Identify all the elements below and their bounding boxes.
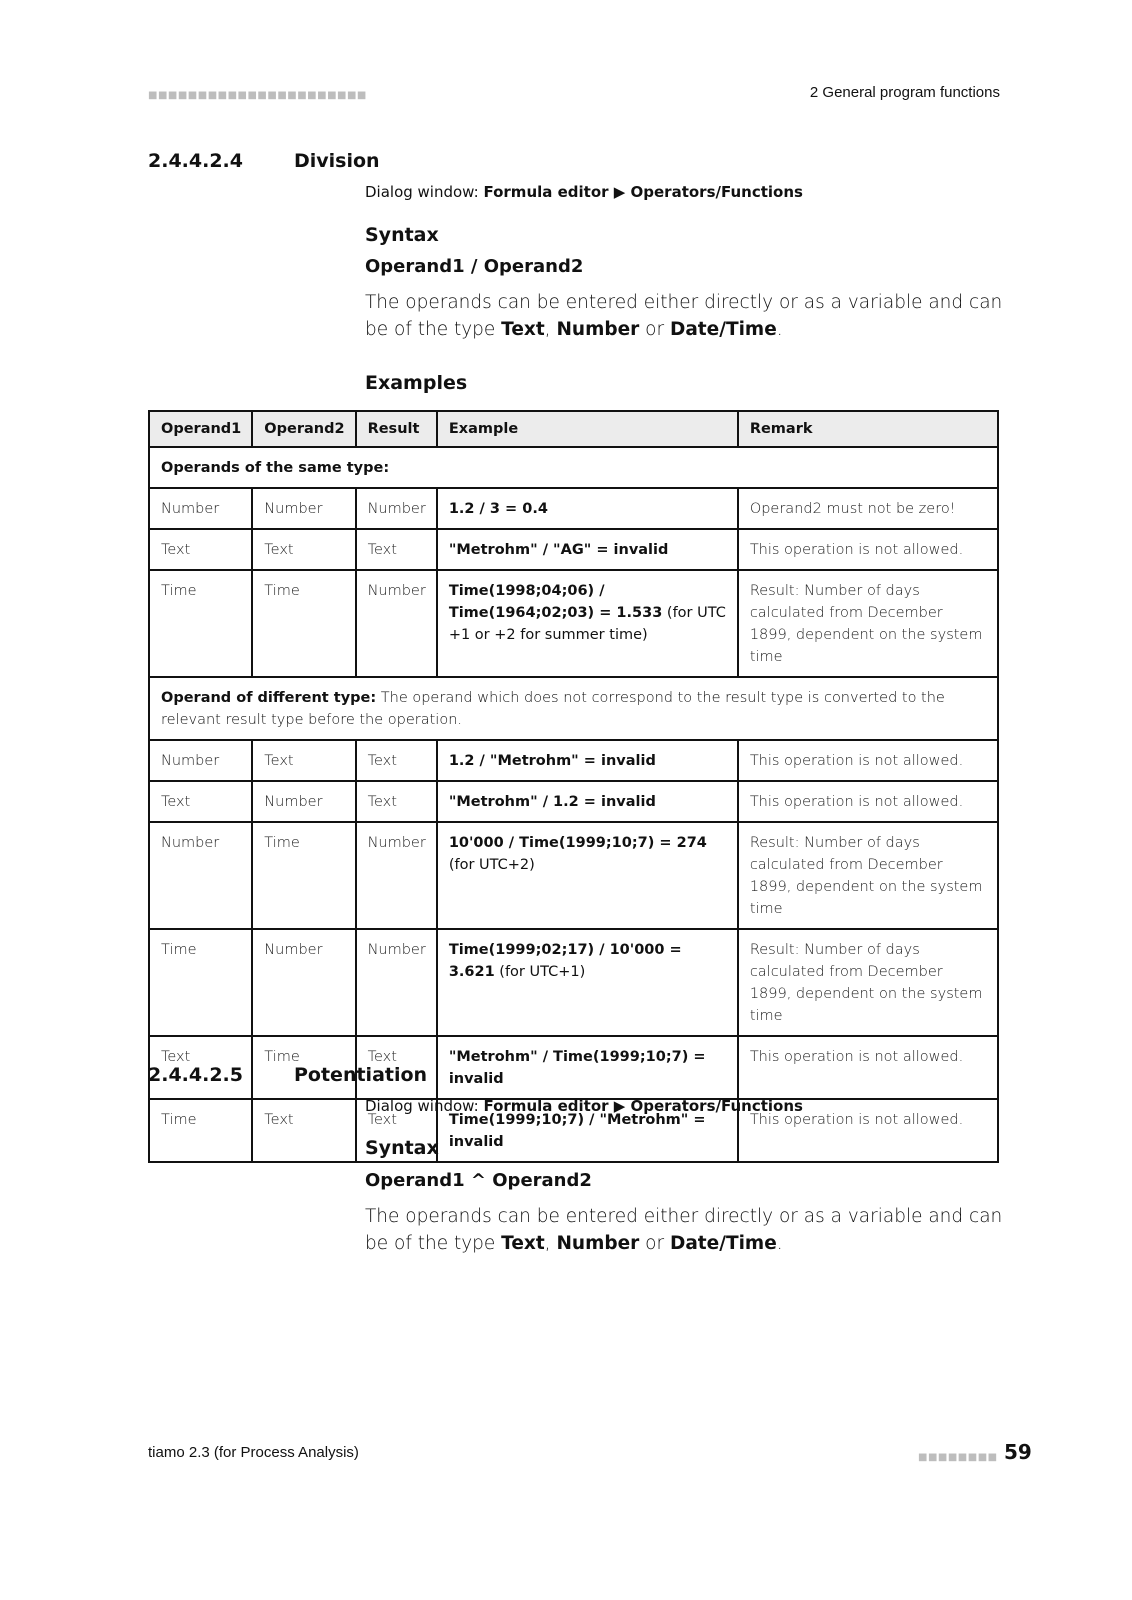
cell-operand2: Text	[252, 1099, 355, 1162]
table-row	[149, 740, 998, 781]
dialog-prefix: Dialog window:	[365, 1097, 484, 1115]
group-row-different-type	[149, 677, 998, 740]
section-number-division: 2.4.4.2.4	[148, 150, 243, 172]
cell-example	[437, 781, 738, 822]
column-header: Result	[356, 411, 437, 447]
column-header: Operand2	[252, 411, 355, 447]
cell-operand2: Time	[252, 822, 355, 929]
cell-result: Number	[356, 570, 437, 677]
type-datetime: Date/Time	[669, 319, 777, 340]
cell-remark: This operation is not allowed.	[738, 1036, 998, 1099]
cell-operand1: Time	[149, 929, 252, 1036]
para-sep: ,	[544, 319, 557, 340]
examples-table	[148, 410, 999, 1163]
cell-example	[437, 929, 738, 1036]
page-number: 59	[1004, 1440, 1032, 1464]
cell-operand2: Time	[252, 1036, 355, 1099]
cell-result: Number	[356, 822, 437, 929]
cell-remark: This operation is not allowed.	[738, 781, 998, 822]
example-note: (for UTC +1 or +2 for summer time)	[448, 605, 726, 643]
group-row-same-type	[149, 447, 998, 488]
cell-result: Text	[356, 1099, 437, 1162]
column-header: Example	[437, 411, 738, 447]
dialog-path: Formula editor ▶ Operators/Functions	[483, 183, 803, 201]
cell-example	[437, 822, 738, 929]
para-end: .	[776, 319, 783, 340]
cell-example	[437, 1036, 738, 1099]
example-bold: "Metrohm" / 1.2 = invalid	[448, 794, 656, 810]
para-sep: or	[639, 319, 670, 340]
cell-result: Text	[356, 781, 437, 822]
chapter-title: 2 General program functions	[809, 84, 1000, 101]
column-header: Operand1	[149, 411, 252, 447]
example-bold: Time(1999;02;17) / 10'000 = 3.621	[448, 942, 682, 980]
cell-result: Number	[356, 929, 437, 1036]
header-decoration: ■■■■■■■■■■■■■■■■■■■■■■	[148, 90, 367, 101]
cell-remark: This operation is not allowed.	[738, 740, 998, 781]
group-label	[149, 447, 998, 488]
cell-result: Number	[356, 488, 437, 529]
syntax-expression: Operand1 ^ Operand2	[365, 1170, 592, 1191]
example-bold: Time(1999;10;7) / "Metrohm" = invalid	[448, 1112, 706, 1150]
cell-operand1: Time	[149, 570, 252, 677]
table-header-row	[149, 411, 998, 447]
cell-example	[437, 529, 738, 570]
type-number: Number	[556, 1233, 640, 1254]
example-bold: 10'000 / Time(1999;10;7) = 274	[448, 835, 707, 851]
syntax-heading: Syntax	[365, 224, 439, 246]
examples-heading: Examples	[365, 372, 468, 394]
table-row	[149, 529, 998, 570]
cell-example	[437, 488, 738, 529]
cell-operand2: Text	[252, 740, 355, 781]
cell-operand2: Number	[252, 488, 355, 529]
table-row	[149, 570, 998, 677]
table-row	[149, 488, 998, 529]
para-text: The operands can be entered either directly or as a variable and can be of the type	[365, 292, 1003, 340]
cell-operand2: Time	[252, 570, 355, 677]
table-row	[149, 1036, 998, 1099]
cell-operand2: Number	[252, 929, 355, 1036]
cell-operand1: Number	[149, 488, 252, 529]
cell-operand1: Text	[149, 781, 252, 822]
group-label	[149, 677, 998, 740]
para-sep: ,	[544, 1233, 557, 1254]
cell-operand1: Text	[149, 1036, 252, 1099]
example-bold: 1.2 / "Metrohm" = invalid	[448, 753, 656, 769]
para-sep: or	[639, 1233, 670, 1254]
para-text: The operands can be entered either directly or as a variable and can be of the type	[365, 1206, 1003, 1254]
cell-operand1: Number	[149, 822, 252, 929]
para-end: .	[776, 1233, 783, 1254]
type-number: Number	[556, 319, 640, 340]
type-datetime: Date/Time	[669, 1233, 777, 1254]
example-bold: Time(1998;04;06) / Time(1964;02;03) = 1.533	[448, 583, 663, 621]
operands-paragraph	[365, 289, 1005, 343]
example-bold: "Metrohm" / "AG" = invalid	[448, 542, 669, 558]
table-row	[149, 781, 998, 822]
group-label-text: Operand of different type:	[161, 690, 377, 706]
cell-remark: This operation is not allowed.	[738, 1099, 998, 1162]
type-text: Text	[501, 1233, 545, 1254]
cell-example	[437, 740, 738, 781]
example-note: (for UTC+1)	[494, 964, 586, 980]
cell-remark: This operation is not allowed.	[738, 529, 998, 570]
cell-operand2: Text	[252, 529, 355, 570]
syntax-heading: Syntax	[365, 1137, 439, 1159]
footer-decoration: ■■■■■■■■	[918, 1452, 998, 1463]
type-text: Text	[501, 319, 545, 340]
cell-operand1: Number	[149, 740, 252, 781]
column-header: Remark	[738, 411, 998, 447]
syntax-expression: Operand1 / Operand2	[365, 256, 584, 277]
example-bold: 1.2 / 3 = 0.4	[448, 501, 548, 517]
cell-operand1: Text	[149, 529, 252, 570]
cell-remark: Result: Number of days calculated from December 1899, dependent on the system time	[738, 929, 998, 1036]
example-note: (for UTC+2)	[448, 857, 535, 873]
section-title-potentiation: Potentiation	[294, 1064, 428, 1086]
footer-product: tiamo 2.3 (for Process Analysis)	[148, 1444, 359, 1461]
section-number-potentiation: 2.4.4.2.5	[148, 1064, 243, 1086]
cell-remark: Operand2 must not be zero!	[738, 488, 998, 529]
dialog-prefix: Dialog window:	[365, 183, 484, 201]
cell-result: Text	[356, 1036, 437, 1099]
cell-remark: Result: Number of days calculated from December 1899, dependent on the system time	[738, 822, 998, 929]
example-bold: "Metrohm" / Time(1999;10;7) = invalid	[448, 1049, 706, 1087]
cell-operand2: Number	[252, 781, 355, 822]
group-description: The operand which does not correspond to the result type is converted to the relevant result type before the operation.	[161, 690, 945, 728]
table-row	[149, 822, 998, 929]
cell-example	[437, 570, 738, 677]
operands-paragraph	[365, 1203, 1005, 1257]
dialog-window-line	[365, 183, 803, 201]
dialog-window-line	[365, 1097, 803, 1115]
cell-remark: Result: Number of days calculated from December 1899, dependent on the system time	[738, 570, 998, 677]
section-title-division: Division	[294, 150, 380, 172]
cell-result: Text	[356, 740, 437, 781]
cell-result: Text	[356, 529, 437, 570]
group-label-text: Operands of the same type:	[161, 460, 390, 476]
cell-operand1: Time	[149, 1099, 252, 1162]
dialog-path: Formula editor ▶ Operators/Functions	[483, 1097, 803, 1115]
table-row	[149, 929, 998, 1036]
